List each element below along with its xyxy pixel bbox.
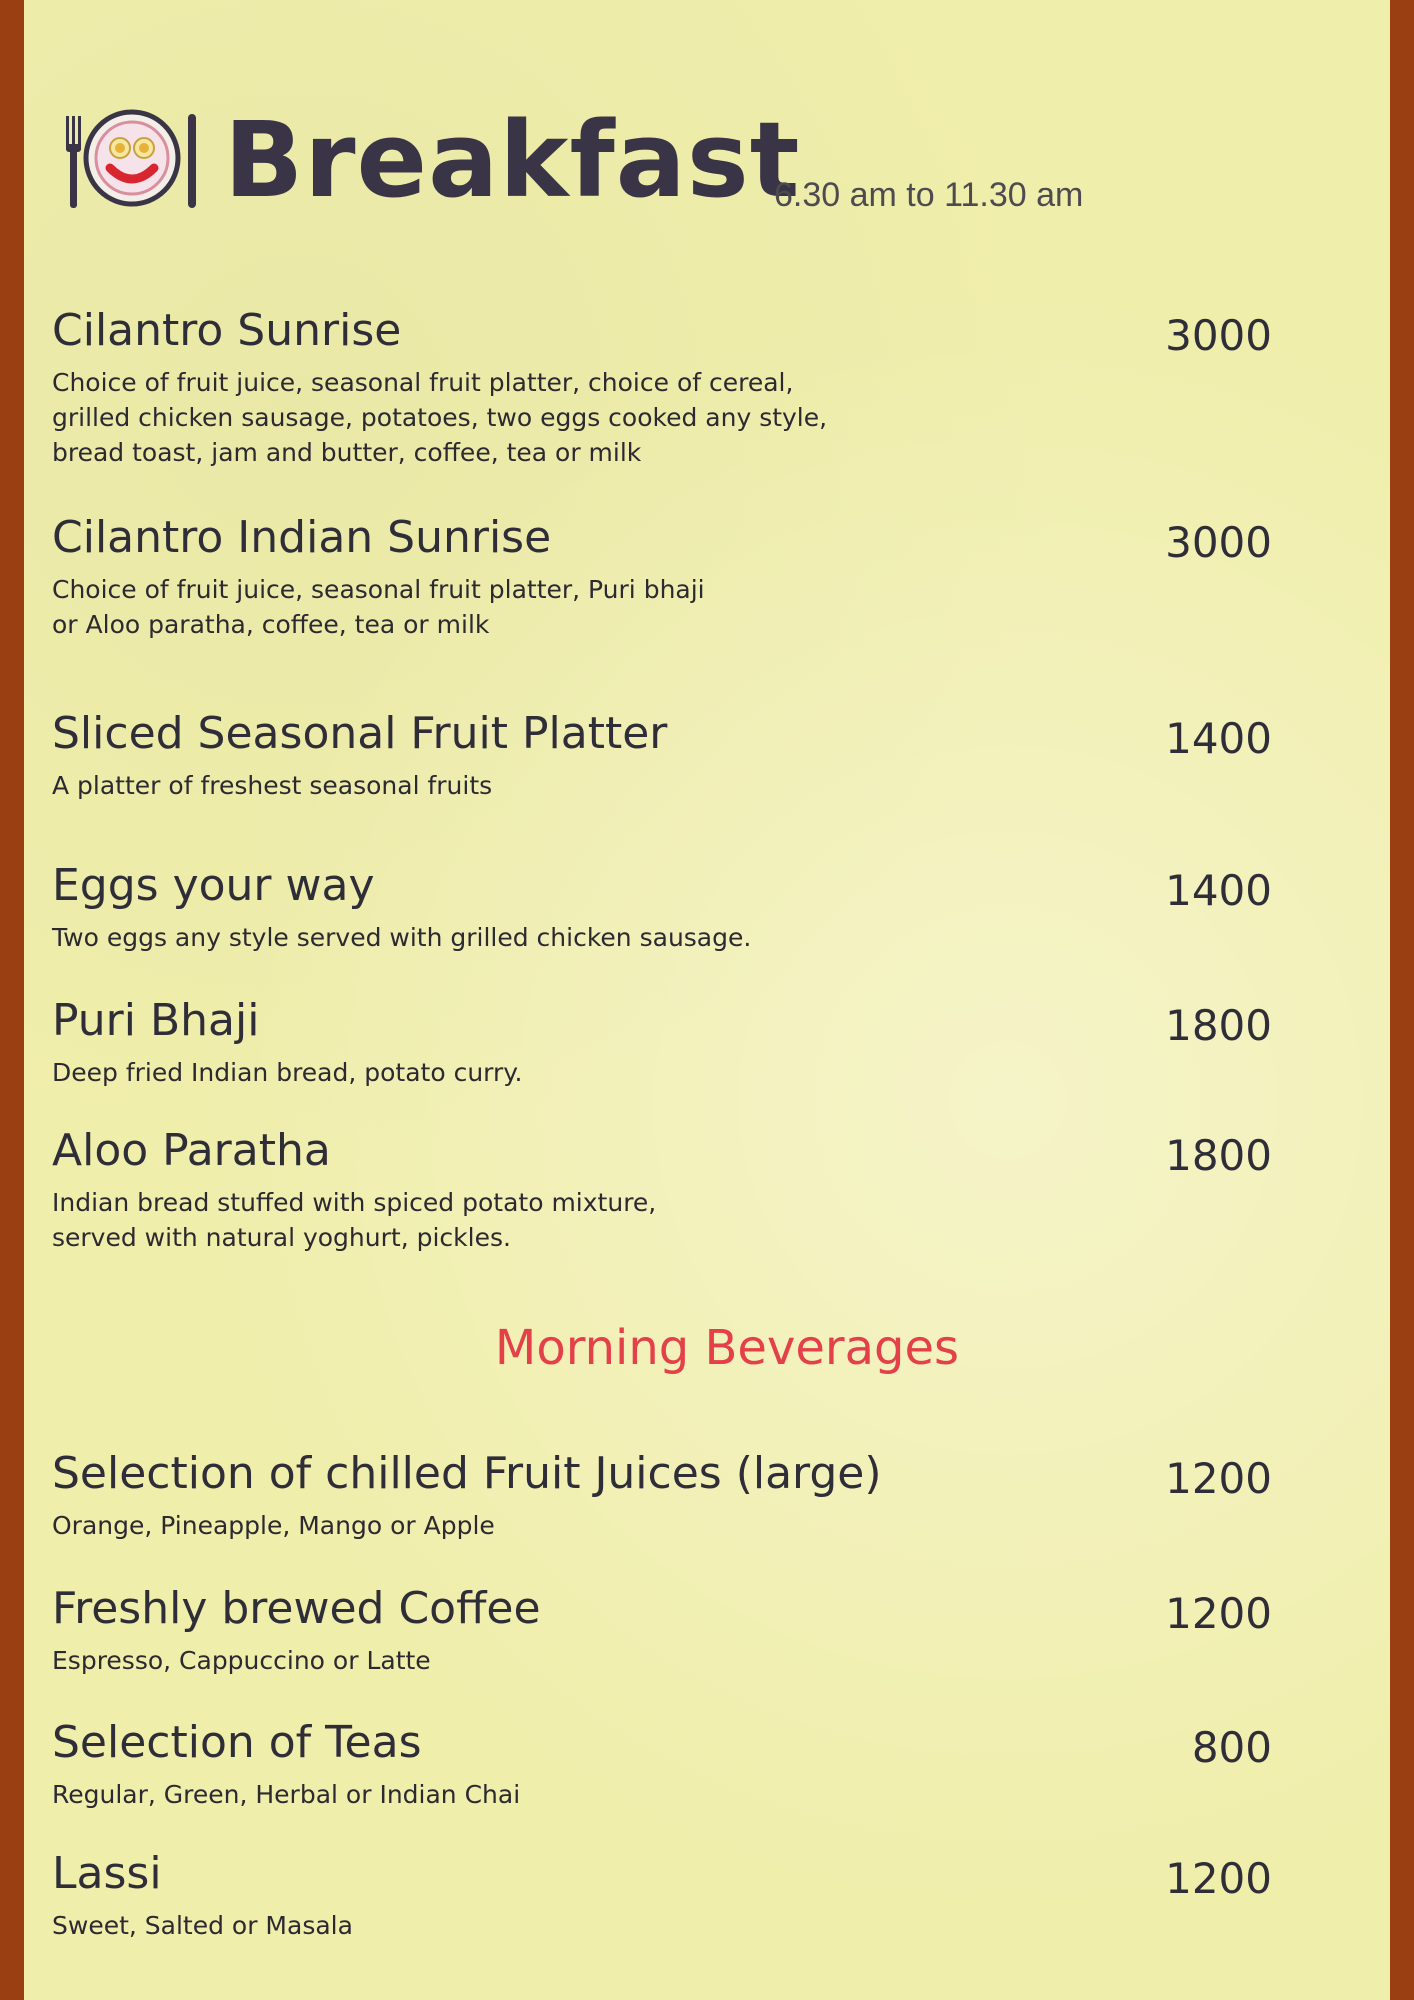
item-description: Orange, Pineapple, Mango or Apple — [52, 1511, 495, 1540]
item-description: Espresso, Cappuccino or Latte — [52, 1646, 431, 1675]
item-name: Sliced Seasonal Fruit Platter — [52, 708, 668, 759]
menu-item — [52, 708, 1342, 803]
item-description: A platter of freshest seasonal fruits — [52, 771, 493, 800]
item-name: Cilantro Sunrise — [52, 305, 402, 356]
serving-hours: 6.30 am to 11.30 am — [774, 176, 1084, 214]
menu-item — [52, 305, 1342, 470]
section-heading-beverages: Morning Beverages — [494, 1320, 960, 1376]
item-description: Regular, Green, Herbal or Indian Chai — [52, 1780, 521, 1809]
menu-title: Breakfast — [224, 99, 801, 221]
menu-item — [52, 1717, 1342, 1812]
menu-item — [52, 1448, 1342, 1543]
item-price: 1400 — [1165, 714, 1272, 763]
item-price: 1200 — [1165, 1454, 1272, 1503]
item-name: Eggs your way — [52, 860, 375, 911]
menu-item — [52, 995, 1342, 1090]
item-name: Freshly brewed Coffee — [52, 1583, 541, 1634]
item-name: Selection of Teas — [52, 1717, 422, 1768]
item-price: 1200 — [1165, 1589, 1272, 1638]
item-name: Aloo Paratha — [52, 1125, 331, 1176]
menu-page — [24, 0, 1390, 2000]
item-price: 1200 — [1165, 1854, 1272, 1903]
menu-item — [52, 512, 1342, 642]
menu-item — [52, 1125, 1342, 1255]
plate-fork-knife-icon — [64, 106, 204, 212]
item-description: Two eggs any style served with grilled chicken sausage. — [52, 923, 752, 952]
item-name: Cilantro Indian Sunrise — [52, 512, 552, 563]
menu-header — [44, 100, 1144, 220]
item-name: Puri Bhaji — [52, 995, 260, 1046]
item-price: 800 — [1191, 1723, 1272, 1772]
menu-item — [52, 1583, 1342, 1678]
item-price: 3000 — [1165, 518, 1272, 567]
item-price: 3000 — [1165, 311, 1272, 360]
item-name: Selection of chilled Fruit Juices (large) — [52, 1448, 882, 1499]
item-price: 1800 — [1165, 1001, 1272, 1050]
item-description: Choice of fruit juice, seasonal fruit platter, choice of cereal, grilled chicken sausage, potatoes, two eggs cooked any style, bread toast, jam and butter, coffee, tea or milk — [52, 368, 828, 467]
item-name: Lassi — [52, 1848, 162, 1899]
menu-item — [52, 1848, 1342, 1943]
item-price: 1400 — [1165, 866, 1272, 915]
item-description: Indian bread stuffed with spiced potato mixture, served with natural yoghurt, pickles. — [52, 1188, 657, 1252]
item-price: 1800 — [1165, 1131, 1272, 1180]
item-description: Deep fried Indian bread, potato curry. — [52, 1058, 523, 1087]
menu-item — [52, 860, 1342, 955]
item-description: Sweet, Salted or Masala — [52, 1911, 353, 1940]
item-description: Choice of fruit juice, seasonal fruit platter, Puri bhaji or Aloo paratha, coffee, tea or milk — [52, 575, 705, 639]
